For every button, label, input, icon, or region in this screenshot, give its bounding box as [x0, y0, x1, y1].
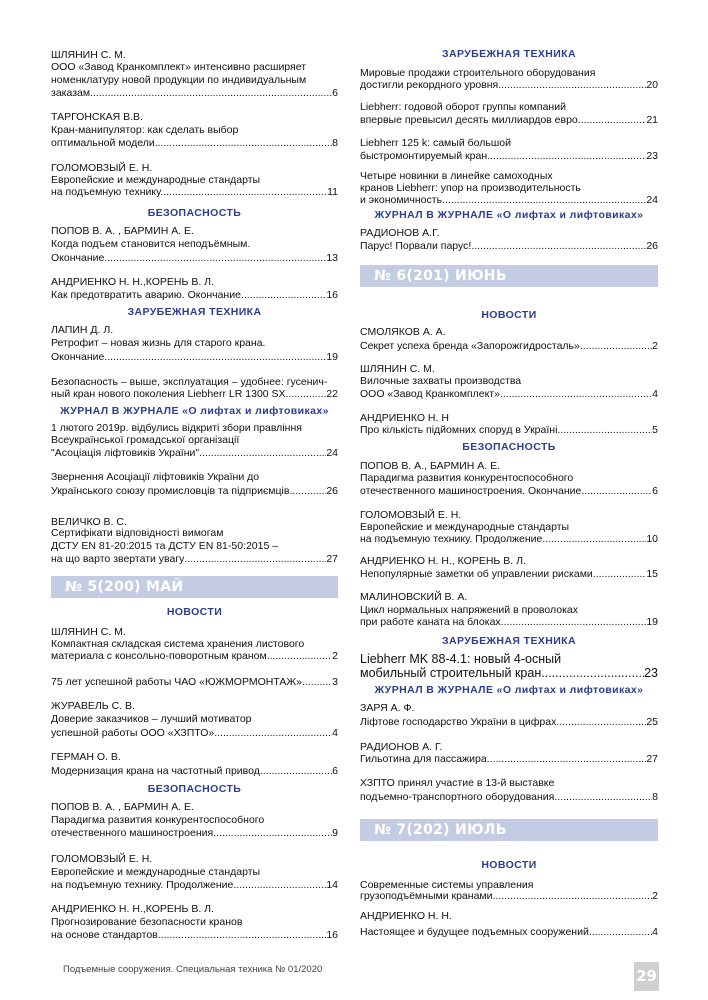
dot-leader — [199, 447, 326, 460]
toc-page-number: 16 — [326, 289, 338, 301]
toc-author: АНДРИЕНКО Н. Н., КОРЕНЬ В. Л. — [360, 555, 526, 567]
section-heading: ЗАРУБЕЖНАЯ ТЕХНИКА — [442, 48, 576, 60]
toc-author: МАЛИНОВСКИЙ В. А. — [360, 591, 468, 603]
toc-entry-title: Про кількість підйомних споруд в Україні. — [360, 424, 561, 436]
toc-entry-title: Парус! Порвали парус! — [360, 240, 472, 252]
toc-page-number: 8 — [652, 791, 658, 803]
toc-entry-line — [51, 351, 338, 364]
section-heading: ЖУРНАЛ В ЖУРНАЛЕ «О лифтах и лифтовиках» — [374, 684, 644, 696]
toc-page-number: 23 — [644, 666, 658, 680]
dot-leader — [471, 240, 646, 253]
toc-entry-title: при работе каната на блоках — [360, 616, 501, 628]
toc-entry-title: грузоподъёмными кранами — [360, 890, 493, 902]
toc-entry-title: заказам — [51, 87, 91, 99]
toc-entry-line: Кран-манипулятор: как сделать выбор — [51, 124, 239, 136]
toc-entry-line — [360, 388, 658, 401]
toc-page-number: 24 — [326, 447, 338, 459]
toc-page-number: 22 — [326, 388, 338, 400]
toc-entry-line — [51, 186, 338, 199]
toc-entry-title: на подъемную технику. Продолжение — [51, 879, 234, 891]
toc-entry-line: Современные системы управления — [360, 879, 534, 891]
dot-leader — [263, 765, 332, 778]
toc-entry-line — [51, 137, 338, 150]
dot-leader — [90, 87, 332, 100]
toc-entry-line: Европейские и международные стандарты — [51, 866, 261, 878]
toc-author: ШЛЯНИН С. М. — [360, 363, 435, 375]
toc-entry-title: на подъемную технику. — [51, 186, 164, 198]
dot-leader — [501, 616, 647, 629]
section-heading: ЗАРУБЕЖНАЯ ТЕХНИКА — [442, 635, 576, 647]
toc-entry-line: Европейские и международные стандарты — [51, 174, 261, 186]
toc-author: ШЛЯНИН С. М. — [51, 626, 126, 638]
section-heading: ЗАРУБЕЖНАЯ ТЕХНИКА — [127, 306, 262, 318]
toc-entry-line — [360, 340, 658, 353]
toc-entry-line — [360, 533, 658, 546]
toc-entry-line — [51, 676, 338, 689]
toc-entry-line: Четыре новинки в линейке самоходных — [360, 170, 553, 182]
toc-entry-title: достигли рекордного уровня — [360, 79, 499, 91]
dot-leader — [161, 929, 327, 942]
toc-author: ПОПОВ В. А., БАРМИН А. Е. — [360, 460, 501, 472]
toc-page-number: 19 — [326, 351, 338, 363]
toc-entry-title: Непопулярные заметки об управлении рисками. — [360, 568, 596, 580]
toc-page-number: 9 — [332, 827, 338, 839]
toc-author: ПОПОВ В. А. , БАРМИН А. Е. — [51, 225, 194, 237]
dot-leader — [557, 791, 652, 804]
toc-entry-title: на основе стандартов. — [51, 929, 161, 941]
toc-entry-line: кранов Liebherr: упор на производительность — [360, 182, 581, 194]
toc-entry-title: быстромонтируемый кран. — [360, 150, 491, 162]
toc-entry-line: Парадигма развития конкурентоспособного — [51, 814, 265, 826]
toc-entry-line — [360, 666, 658, 680]
toc-entry-line — [51, 485, 338, 498]
section-heading: НОВОСТИ — [481, 859, 537, 871]
dot-leader — [184, 553, 326, 566]
toc-entry-title: на подъемную технику. Продолжение. — [360, 533, 546, 545]
toc-author: ГЕРМАН О. В. — [51, 751, 121, 763]
toc-page-number: 11 — [327, 186, 338, 198]
toc-entry-line: Liebherr MK 88-4.1: новый 4-осный — [360, 652, 562, 666]
dot-leader — [241, 289, 326, 302]
toc-author: АНДРИЕНКО Н. Н — [360, 412, 449, 424]
toc-author: ТАРГОНСКАЯ В.В. — [51, 111, 143, 123]
toc-page-number: 8 — [332, 137, 338, 149]
dot-leader — [288, 388, 326, 401]
dot-leader — [545, 533, 646, 546]
toc-page-number: 23 — [646, 150, 658, 162]
toc-entry-line: Сертифікати відповідності вимогам — [51, 527, 224, 539]
toc-entry-line — [360, 926, 658, 939]
footer-text: Подъемные сооружения. Специальная техника № 01/2020 — [63, 964, 323, 975]
toc-entry-line: Всеукраїнської громадської організації — [51, 434, 240, 446]
toc-page-number: 13 — [326, 252, 338, 264]
toc-entry-title: Настоящее и будущее подъемных сооружений — [360, 926, 589, 938]
toc-entry-line — [360, 568, 658, 581]
toc-author: ПОПОВ В. А. , БАРМИН А. Е. — [51, 801, 194, 813]
toc-entry-line: Доверие заказчиков – лучший мотиватор — [51, 713, 252, 725]
toc-entry-title: Окончание. — [51, 252, 108, 264]
toc-author: СМОЛЯКОВ А. А. — [360, 326, 446, 338]
toc-entry-line — [51, 650, 338, 663]
toc-entry-title: Окончание. — [51, 351, 108, 363]
toc-entry-title: материала с консольно-поворотным краном. — [51, 650, 270, 662]
toc-page-number: 19 — [646, 616, 658, 628]
toc-entry-title: оптимальной модели — [51, 137, 155, 149]
toc-page-number: 3 — [332, 676, 338, 688]
toc-page-number: 16 — [326, 929, 338, 941]
issue-header: № 7(202) ИЮЛЬ — [360, 819, 658, 841]
dot-leader — [541, 666, 644, 680]
toc-entry-line — [360, 485, 658, 498]
dot-leader — [233, 879, 326, 892]
toc-page-number: 25 — [646, 716, 658, 728]
dot-leader — [578, 114, 647, 127]
dot-leader — [559, 716, 646, 729]
toc-entry-line — [51, 289, 338, 302]
dot-leader — [560, 424, 652, 437]
dot-leader — [445, 194, 646, 207]
toc-entry-line: Парадигма развития конкурентоспособного — [360, 472, 574, 484]
toc-author: ГОЛОМОВЗЫЙ Е. Н. — [360, 509, 462, 521]
dot-leader — [163, 186, 327, 199]
toc-author: ГОЛОМОВЗЫЙ Е. Н. — [51, 162, 153, 174]
toc-entry-title: впервые превысил десять миллиардов евро — [360, 114, 578, 126]
toc-page-number: 4 — [652, 926, 658, 938]
toc-entry-line: ХЗПТО принял участие в 13-й выставке — [360, 777, 555, 789]
toc-entry-line — [360, 240, 658, 253]
toc-entry-title: 75 лет успешной работы ЧАО «ЮЖМОРМОНТАЖ» — [51, 676, 302, 688]
toc-page-number: 4 — [332, 727, 338, 739]
dot-leader — [155, 137, 332, 150]
toc-entry-title: ный кран нового поколения Liebherr LR 1300 SX. — [51, 388, 289, 400]
toc-entry-title: подъемно-транспортного оборудования. — [360, 791, 558, 803]
toc-author: ЗАРЯ А. Ф. — [360, 702, 415, 714]
toc-entry-line — [51, 827, 338, 840]
toc-page-number: 10 — [646, 533, 658, 545]
toc-entry-line — [51, 879, 338, 892]
dot-leader — [596, 568, 647, 581]
toc-page-number: 27 — [326, 553, 338, 565]
section-heading: БЕЗОПАСНОСТЬ — [147, 783, 242, 795]
toc-entry-line: Liebherr 125 k: самый большой — [360, 137, 511, 149]
toc-page-number: 26 — [646, 240, 658, 252]
dot-leader — [107, 351, 326, 364]
toc-entry-line: Liebherr: годовой оборот группы компаний — [360, 101, 566, 113]
toc-entry-title: Ліфтове господарство України в цифрах. — [360, 716, 560, 728]
toc-entry-line — [51, 553, 338, 566]
toc-entry-title: Модернизация крана на частотный привод. — [51, 765, 263, 777]
toc-page-number: 21 — [646, 114, 658, 126]
dot-leader — [292, 485, 326, 498]
toc-entry-line — [360, 616, 658, 629]
toc-entry-line: Звернення Асоціації ліфтовиків України до — [51, 471, 260, 483]
toc-entry-line: Компактная складская система хранения листового — [51, 638, 305, 650]
issue-header: № 5(200) МАЙ — [51, 576, 338, 598]
toc-entry-line: Европейские и международные стандарты — [360, 521, 570, 533]
dot-leader — [580, 340, 652, 353]
toc-author: РАДИОНОВ А.Г. — [360, 227, 440, 239]
toc-entry-line — [51, 727, 338, 740]
toc-entry-title: Гильотина для пассажира — [360, 753, 487, 765]
toc-page-number: 2 — [332, 650, 338, 662]
toc-author: АНДРИЕНКО Н. Н.,КОРЕНЬ В. Л. — [51, 276, 214, 288]
dot-leader — [107, 252, 326, 265]
toc-entry-line: Цикл нормальных напряжений в проволоках — [360, 604, 579, 616]
toc-entry-line: Ретрофит – новая жизнь для старого крана. — [51, 337, 266, 349]
toc-author: ВЕЛИЧКО В. С. — [51, 516, 127, 528]
toc-entry-title: отечественного машиностроения — [51, 827, 214, 839]
toc-entry-title: Как предотвратить аварию. Окончание — [51, 289, 241, 301]
dot-leader — [490, 150, 646, 163]
toc-page-number: 14 — [326, 879, 338, 891]
dot-leader — [493, 890, 653, 903]
dot-leader — [589, 926, 652, 939]
toc-entry-line: 1 лютого 2019р. відбулись відкриті збори правління — [51, 422, 302, 434]
issue-header: № 6(201) ИЮНЬ — [360, 265, 658, 287]
dot-leader — [503, 388, 652, 401]
toc-entry-title: ООО «Завод Кранкомплект». — [360, 388, 503, 400]
toc-entry-line: ДСТУ EN 81-20:2015 та ДСТУ EN 81-50:2015 – — [51, 540, 279, 552]
toc-entry-line — [51, 447, 338, 460]
toc-author: ЖУРАВЕЛЬ С. В. — [51, 700, 135, 712]
toc-page-number: 6 — [332, 87, 338, 99]
toc-page-number: 20 — [646, 79, 658, 91]
toc-author: АНДРИЕНКО Н. Н.,КОРЕНЬ В. Л. — [51, 903, 214, 915]
toc-entry-line — [360, 424, 658, 437]
section-heading: ЖУРНАЛ В ЖУРНАЛЕ «О лифтах и лифтовиках» — [374, 209, 644, 221]
toc-entry-line — [51, 87, 338, 100]
toc-author: ГОЛОМОВЗЫЙ Е. Н. — [51, 853, 153, 865]
toc-entry-line — [51, 765, 338, 778]
toc-entry-line: Прогнозирование безопасности кранов — [51, 916, 243, 928]
toc-entry-title: мобильный строительный кран — [360, 666, 542, 680]
toc-author: ЛАПИН Д. Л. — [51, 324, 114, 336]
toc-author: ШЛЯНИН С. М. — [51, 49, 126, 61]
dot-leader — [581, 485, 652, 498]
toc-entry-line: Когда подъем становится неподъёмным. — [51, 238, 251, 250]
toc-entry-line — [360, 79, 658, 92]
toc-entry-title: и экономичность. — [360, 194, 445, 206]
toc-page-number: 6 — [652, 485, 658, 497]
toc-entry-title: Секрет успеха бренда «Запорожгидросталь» — [360, 340, 580, 352]
toc-page-number: 2 — [652, 340, 658, 352]
dot-leader — [302, 676, 332, 689]
toc-entry-line: ООО «Завод Кранкомплект» интенсивно расширяет — [51, 61, 307, 73]
toc-entry-line: Мировые продажи строительного оборудования — [360, 67, 596, 79]
section-heading: НОВОСТИ — [481, 309, 537, 321]
toc-entry-line: Безопасность – выше, эксплуатация – удобнее: гусенич- — [51, 376, 328, 388]
toc-entry-line — [360, 716, 658, 729]
toc-page-number: 24 — [646, 194, 658, 206]
section-heading: БЕЗОПАСНОСТЬ — [147, 207, 242, 219]
toc-page-number: 4 — [652, 388, 658, 400]
toc-entry-title: "Асоціація ліфтовиків України" — [51, 447, 200, 459]
dot-leader — [213, 827, 332, 840]
toc-entry-line: номенклатуру новой продукции по индивидуальным — [51, 74, 307, 86]
toc-entry-line — [51, 252, 338, 265]
toc-page-number: 2 — [652, 890, 658, 902]
dot-leader — [487, 753, 647, 766]
toc-entry-line — [360, 890, 658, 903]
toc-page-number: 5 — [652, 424, 658, 436]
toc-entry-line — [360, 114, 658, 127]
dot-leader — [270, 650, 333, 663]
toc-page-number: 15 — [646, 568, 658, 580]
section-heading: ЖУРНАЛ В ЖУРНАЛЕ «О лифтах и лифтовиках» — [60, 405, 329, 417]
section-heading: НОВОСТИ — [166, 606, 223, 618]
toc-entry-line — [360, 791, 658, 804]
toc-page-number: 26 — [326, 485, 338, 497]
toc-entry-line — [51, 929, 338, 942]
dot-leader — [217, 727, 332, 740]
toc-entry-line — [51, 388, 338, 401]
toc-entry-title: успешной работы ООО «ХЗПТО». — [51, 727, 218, 739]
toc-entry-line: Вилочные захваты производства — [360, 375, 522, 387]
toc-entry-title: отечественного машиностроения. Окончание — [360, 485, 582, 497]
section-heading: БЕЗОПАСНОСТЬ — [462, 441, 556, 453]
page-number: 29 — [634, 962, 659, 991]
toc-author: РАДИОНОВ А. Г. — [360, 741, 443, 753]
dot-leader — [498, 79, 646, 92]
toc-author: АНДРИЕНКО Н. Н. — [360, 910, 452, 922]
toc-page-number: 6 — [332, 765, 338, 777]
toc-entry-line — [360, 753, 658, 766]
toc-entry-line — [360, 194, 658, 207]
toc-entry-line — [360, 150, 658, 163]
toc-entry-title: на що варто звертати увагу — [51, 553, 185, 565]
toc-page-number: 27 — [646, 753, 658, 765]
toc-entry-title: Українського союзу промисловців та підприємців. — [51, 485, 293, 497]
